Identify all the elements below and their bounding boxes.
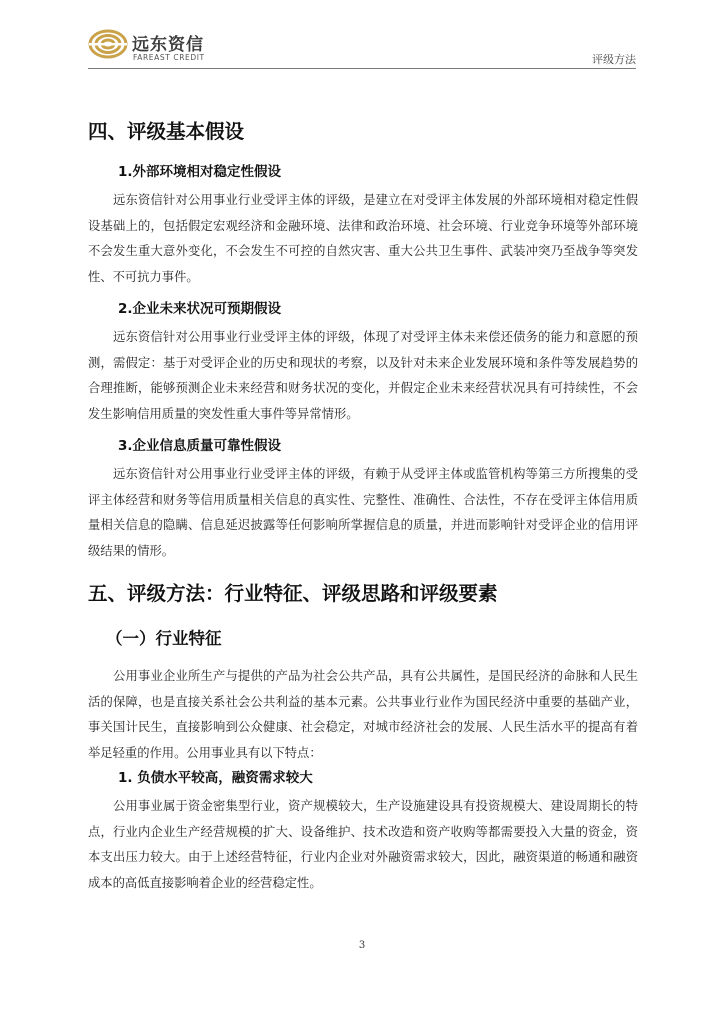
header-divider: [88, 68, 636, 69]
assumption-1-paragraph: 远东资信针对公用事业行业受评主体的评级，是建立在对受评主体发展的外部环境相对稳定性假设基础上的，包括假定宏观经济和金融环境、法律和政治环境、社会环境、行业竞争环境等外部环境不会发生重大意外变化，不会发生不可控的自然灾害、重大公共卫生事件、武装冲突乃至战争等突发性、不可抗力事件。: [88, 193, 638, 284]
assumption-3-heading: 3.企业信息质量可靠性假设: [118, 438, 282, 454]
section-5-heading: 五、评级方法：行业特征、评级思路和评级要素: [88, 582, 498, 605]
feature-1-paragraph: 公用事业属于资金密集型行业，资产规模较大，生产设施建设具有投资规模大、建设周期长的特点，行业内企业生产经营规模的扩大、设备维护、技术改造和资产收购等都需要投入大量的资金，资本支出压力较大。由于上述经营特征，行业内企业对外融资需求较大，因此，融资渠道的畅通和融资成本的高低直接影响着企业的经营稳定性。: [88, 799, 638, 890]
header-section-label: 评级方法: [592, 53, 636, 66]
company-logo: [88, 26, 238, 66]
assumption-1-heading: 1.外部环境相对稳定性假设: [118, 164, 282, 180]
industry-features-paragraph: 公用事业企业所生产与提供的产品为社会公共产品，具有公共属性，是国民经济的命脉和人民生活的保障，也是直接关系社会公共利益的基本元素。公共事业行业作为国民经济中重要的基础产业，事关国计民生，直接影响到公众健康、社会稳定，对城市经济社会的发展、人民生活水平的提高有着举足轻重的作用。公用事业具有以下特点：: [88, 669, 638, 760]
assumption-3-paragraph: 远东资信针对公用事业行业受评主体的评级，有赖于从受评主体或监管机构等第三方所搜集的受评主体经营和财务等信用质量相关信息的真实性、完整性、准确性、合法性，不存在受评主体信用质量相关信息的隐瞒、信息延迟披露等任何影响所掌握信息的质量，并进而影响针对受评企业的信用评级结果的情形。: [88, 467, 638, 558]
section-4-heading: 四、评级基本假设: [88, 120, 245, 143]
feature-1-heading: 1. 负债水平较高，融资需求较大: [118, 770, 313, 786]
logo-english-name: FAREAST CREDIT: [133, 53, 205, 62]
page-header: [88, 26, 636, 68]
page-number: 3: [358, 940, 366, 951]
fareast-logo-icon: [88, 28, 128, 60]
assumption-2-heading: 2.企业未来状况可预期假设: [118, 301, 282, 317]
industry-features-heading: （一）行业特征: [106, 629, 222, 648]
logo-chinese-name: 远东资信: [132, 35, 204, 55]
assumption-2-paragraph: 远东资信针对公用事业行业受评主体的评级，体现了对受评主体未来偿还债务的能力和意愿的预测，需假定：基于对受评企业的历史和现状的考察，以及针对未来企业发展环境和条件等发展趋势的合理推断，能够预测企业未来经营和财务状况的变化，并假定企业未来经营状况具有可持续性，不会发生影响信用质量的突发性重大事件等异常情形。: [88, 330, 638, 421]
